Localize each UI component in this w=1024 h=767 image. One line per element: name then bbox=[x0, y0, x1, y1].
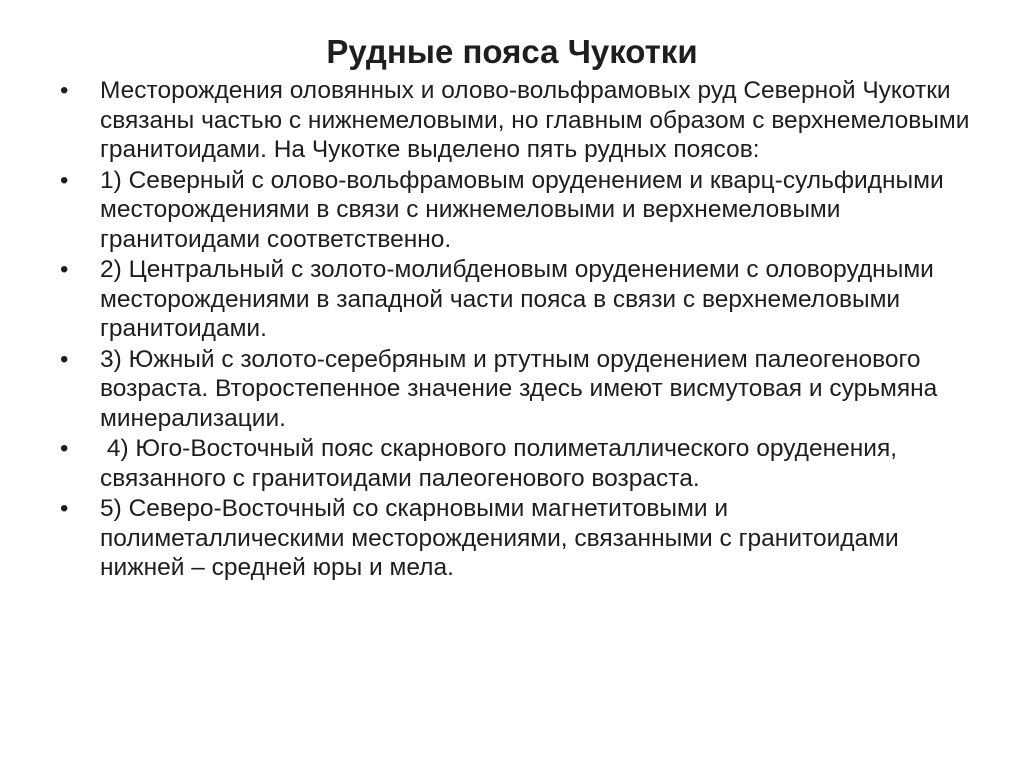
bullet-text: 3) Южный с золото-серебряным и ртутным оруденением палеогенового возраста. Второстепенное значение здесь имеют висмутовая и сурьмяна минерализации. bbox=[100, 345, 938, 432]
bullet-dot-icon: • bbox=[60, 166, 69, 194]
bullet-dot-icon: • bbox=[60, 435, 69, 462]
slide-title: Рудные пояса Чукотки bbox=[326, 33, 698, 70]
bullet-item-5 bbox=[56, 434, 976, 493]
bullet-text: Месторождения оловянных и олово-вольфрамовых руд Северной Чукотки связаны частью с нижнемеловыми, но главным образом с верхнемеловыми гранитоидами. На Чукотке выделено пять рудных поясов: bbox=[100, 77, 970, 163]
bullet-text: 2) Центральный с золото-молибденовым оруденениеми с оловорудными месторождениями в западной части пояса в связи с верхнемеловыми гранитоидами. bbox=[100, 256, 934, 342]
bullet-text: 4) Юго-Восточный пояс скарнового полиметаллического оруденения, связанного с гранитоидами палеогенового возраста. bbox=[100, 435, 904, 492]
bullet-list bbox=[56, 76, 976, 583]
bullet-text: 5) Северо-Восточный со скарновыми магнетитовыми и полиметаллическими месторождениями, связанными с гранитоидами нижней – средней юры и мела. bbox=[100, 495, 899, 581]
bullet-dot-icon: • bbox=[60, 345, 69, 373]
bullet-item-2 bbox=[56, 166, 976, 255]
bullet-dot-icon: • bbox=[60, 256, 69, 283]
bullet-item-1 bbox=[56, 76, 976, 165]
bullet-text: 1) Северный с олово-вольфрамовым оруденением и кварц-сульфидными месторождениями в связи с нижнемеловыми и верхнемеловыми гранитоидами соответственно. bbox=[100, 166, 944, 253]
bullet-item-6 bbox=[56, 494, 976, 583]
bullet-dot-icon: • bbox=[60, 495, 69, 522]
bullet-item-4 bbox=[56, 345, 976, 434]
bullet-dot-icon: • bbox=[60, 77, 69, 104]
bullet-item-3 bbox=[56, 255, 976, 344]
